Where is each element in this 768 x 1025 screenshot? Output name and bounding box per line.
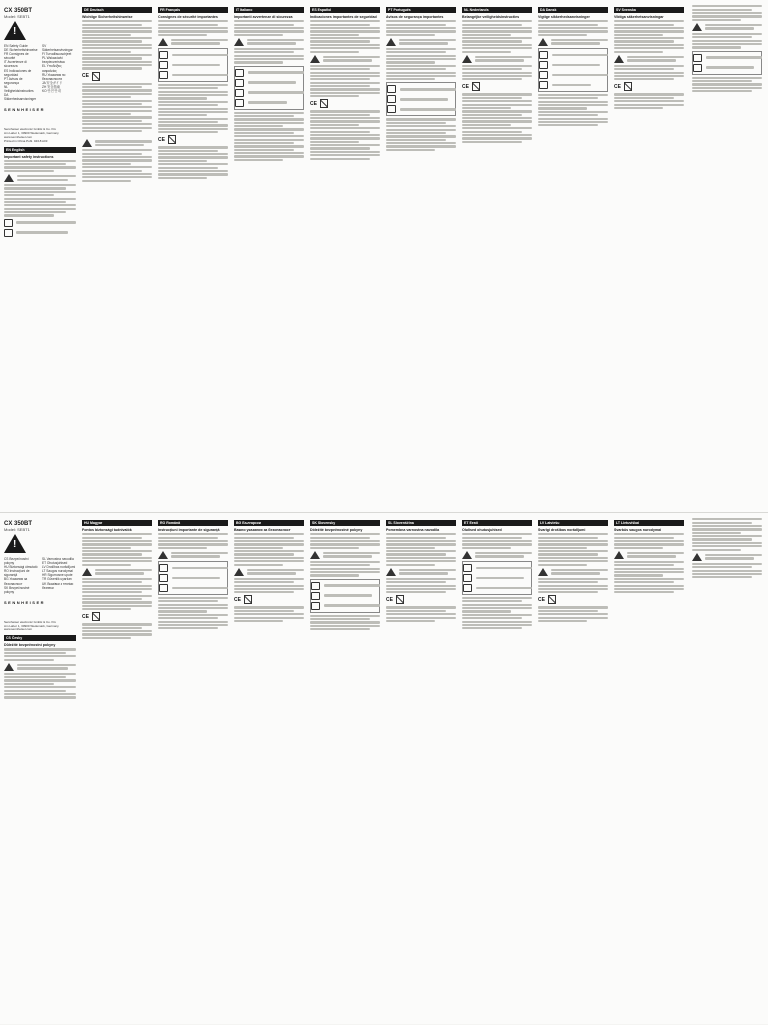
text-column xyxy=(80,513,154,1021)
section-heading: Важни указания за безопасност xyxy=(234,528,291,532)
address-line: Sennheiser electronic GmbH & Co. KG xyxy=(4,127,56,132)
earphone-icon xyxy=(235,99,244,107)
address-line: www.sennheiser.com xyxy=(4,134,33,139)
weee-bin-icon xyxy=(92,72,100,81)
language-item: DE Sicherheitshinweise xyxy=(4,48,38,53)
bluetooth-icon xyxy=(693,64,702,72)
ce-mark-icon: CE xyxy=(614,83,621,90)
text-column xyxy=(308,0,382,508)
text-column xyxy=(232,0,306,508)
weee-bin-icon xyxy=(320,99,328,108)
text-column xyxy=(308,513,382,1021)
caution-icon xyxy=(614,55,624,63)
caution-icon xyxy=(310,55,320,63)
language-item: JA 安全ガイド xyxy=(42,80,63,85)
text-column xyxy=(612,513,686,1021)
text-column xyxy=(460,513,534,1021)
charging-icon xyxy=(235,69,244,77)
battery-icon xyxy=(235,89,244,97)
address-line: Printed in China Publ. 04/18 A03 xyxy=(4,138,48,143)
cover-panel xyxy=(2,0,78,508)
language-item: PT Avisos de segurança xyxy=(4,76,23,85)
language-item: RO Instrucţiuni de siguranţă xyxy=(4,569,30,578)
language-item: TR Güvenlik uyarıları xyxy=(42,577,72,582)
language-item: EL Υποδείξεις ασφαλείας xyxy=(42,64,62,73)
ce-mark-icon: CE xyxy=(158,136,165,143)
weee-bin-icon xyxy=(624,82,632,91)
ce-mark-icon: CE xyxy=(386,596,393,603)
section-bar: BG Български xyxy=(234,520,304,526)
section-bar: HU Magyar xyxy=(82,520,152,526)
text-column xyxy=(460,0,534,508)
address-line: Sennheiser electronic GmbH & Co. KG xyxy=(4,619,56,624)
company-address xyxy=(4,128,76,143)
language-item: DA Sikkerhedsanvisninger xyxy=(4,93,37,102)
caution-icon xyxy=(82,568,92,576)
battery-icon xyxy=(311,602,320,610)
ce-mark-icon: CE xyxy=(82,613,89,620)
caution-icon xyxy=(82,139,92,147)
ce-mark-icon: CE xyxy=(310,100,317,107)
language-list xyxy=(4,557,76,594)
charging-icon xyxy=(311,582,320,590)
caution-icon xyxy=(538,38,548,46)
section-heading: Dôležité bezpečnostné pokyny xyxy=(310,528,363,532)
model-number: Model: SEBT1 xyxy=(4,527,30,532)
caution-icon xyxy=(386,38,396,46)
caution-icon xyxy=(614,551,624,559)
caution-icon xyxy=(692,553,702,561)
section-heading: Belangrijke veiligheidsinstructies xyxy=(462,15,520,19)
language-item: NL Veiligheidsinstructies xyxy=(4,84,34,94)
caution-icon xyxy=(4,174,14,182)
device-icon xyxy=(4,229,13,237)
text-column xyxy=(612,0,686,508)
text-column xyxy=(384,513,458,1021)
section-bar: LV Latviešu xyxy=(538,520,608,526)
address-line: Am Labor 1, 30900 Wedemark, Germany xyxy=(4,623,59,628)
text-column xyxy=(384,0,458,508)
caution-icon xyxy=(538,568,548,576)
bottom-half xyxy=(0,512,768,1025)
section-heading: Consignes de sécurité importantes xyxy=(158,15,218,19)
section-heading: Viktiga säkerhetsanvisningar xyxy=(614,15,664,19)
text-column xyxy=(156,0,230,508)
device-icon xyxy=(4,219,13,227)
text-column xyxy=(80,0,154,508)
section-bar: SV Svenska xyxy=(614,7,684,13)
battery-icon xyxy=(463,584,472,592)
symbol-table xyxy=(462,561,532,595)
symbol-table xyxy=(310,579,380,613)
section-bar: IT Italiano xyxy=(234,7,304,13)
section-bar: NL Nederlands xyxy=(462,7,532,13)
charging-icon xyxy=(387,85,396,93)
section-bar: DA Dansk xyxy=(538,7,608,13)
weee-bin-icon xyxy=(244,595,252,604)
section-heading: Importanti avvertenze di sicurezza xyxy=(234,15,293,19)
language-item: LV Drošības norādījumi xyxy=(42,565,76,570)
section-bar: ET Eesti xyxy=(462,520,532,526)
caution-icon xyxy=(462,551,472,559)
bluetooth-icon xyxy=(159,61,168,69)
warning-icon xyxy=(4,21,26,40)
cover-panel xyxy=(2,513,78,1021)
section-bar: RO Română xyxy=(158,520,228,526)
section-bar: PT Português xyxy=(386,7,456,13)
section-bar: ES Español xyxy=(310,7,380,13)
language-item: BG Указания за безопасност xyxy=(4,577,28,586)
section-heading: Svarbūs saugos nurodymai xyxy=(614,528,662,532)
product-title: CX 350BT xyxy=(4,521,33,527)
charging-icon xyxy=(693,54,702,62)
section-bar: EN English xyxy=(4,147,76,153)
section-bar: SL Slovenščina xyxy=(386,520,456,526)
caution-icon xyxy=(4,663,14,671)
section-heading: Instrucţiuni importante de siguranţă xyxy=(158,528,220,532)
section-heading: Wichtige Sicherheitshinweise xyxy=(82,15,133,19)
bluetooth-icon xyxy=(463,574,472,582)
language-item: FI Turvallisuusohjeet xyxy=(42,52,72,57)
text-column xyxy=(690,513,764,1021)
language-item: HU Biztonsági útmutató xyxy=(4,565,38,570)
language-item: PL Wskazówki bezpieczeństwa xyxy=(42,56,65,65)
weee-bin-icon xyxy=(548,595,556,604)
symbol-table xyxy=(234,66,304,110)
section-bar: DE Deutsch xyxy=(82,7,152,13)
charging-icon xyxy=(159,51,168,59)
section-heading: Fontos biztonsági tudnivalók xyxy=(82,528,132,532)
earphone-icon xyxy=(539,81,548,89)
section-heading: Olulised ohutusjuhised xyxy=(462,528,502,532)
symbol-table xyxy=(538,48,608,92)
battery-icon xyxy=(539,71,548,79)
language-item: LT Saugos nurodymai xyxy=(42,569,73,574)
language-item: CS Bezpečnostní pokyny xyxy=(4,557,29,566)
top-half xyxy=(0,0,768,512)
text-column xyxy=(536,513,610,1021)
text-column xyxy=(156,513,230,1021)
section-bar: SK Slovensky xyxy=(310,520,380,526)
language-item: SV Säkerhetsanvisningar xyxy=(42,44,73,53)
usb-icon xyxy=(235,79,244,87)
caution-icon xyxy=(158,38,168,46)
company-address xyxy=(4,621,76,632)
language-item: HR Sigurnosne upute xyxy=(42,573,73,578)
address-line: www.sennheiser.com xyxy=(4,627,33,632)
usb-icon xyxy=(311,592,320,600)
product-title: CX 350BT xyxy=(4,8,33,14)
battery-icon xyxy=(159,584,168,592)
battery-icon xyxy=(159,71,168,79)
usb-icon xyxy=(539,61,548,69)
charging-icon xyxy=(159,564,168,572)
caution-icon xyxy=(234,38,244,46)
symbol-table xyxy=(692,51,762,75)
language-item: UK Вказівки з техніки безпеки xyxy=(42,581,74,590)
language-item: EN Safety Guide xyxy=(4,44,28,48)
bluetooth-icon xyxy=(387,95,396,103)
brand-logo: SENNHEISER xyxy=(4,599,46,605)
language-item: SL Varnostna navodila xyxy=(42,557,74,561)
ce-mark-icon: CE xyxy=(234,596,241,603)
symbol-table xyxy=(386,82,456,116)
weee-bin-icon xyxy=(396,595,404,604)
text-column xyxy=(232,513,306,1021)
language-item: SK Bezpečnostné pokyny xyxy=(4,585,30,594)
language-item: ZH 安全指南 xyxy=(42,84,60,89)
section-heading: Svarīgi drošības norādījumi xyxy=(538,528,586,532)
section-heading: Pomembna varnostna navodila xyxy=(386,528,440,532)
symbol-table xyxy=(158,561,228,595)
language-item: FR Consignes de sécurité xyxy=(4,52,29,61)
ce-mark-icon: CE xyxy=(82,73,89,80)
weee-bin-icon xyxy=(92,612,100,621)
bluetooth-icon xyxy=(159,574,168,582)
language-item: KO 안전 안내 xyxy=(42,89,61,94)
text-column xyxy=(690,0,764,508)
caution-icon xyxy=(234,568,244,576)
caution-icon xyxy=(386,568,396,576)
section-bar: FR Français xyxy=(158,7,228,13)
language-item: ES Indicaciones de seguridad xyxy=(4,68,32,77)
caution-icon xyxy=(462,55,472,63)
caution-icon xyxy=(692,23,702,31)
caution-icon xyxy=(310,551,320,559)
model-number: Model: SEBT1 xyxy=(4,14,30,19)
section-heading: Important safety instructions xyxy=(4,154,54,159)
section-bar: LT Lietuviškai xyxy=(614,520,684,526)
section-heading: Důležité bezpečnostní pokyny xyxy=(4,643,56,648)
language-list xyxy=(4,44,76,101)
brand-logo: SENNHEISER xyxy=(4,107,46,113)
charging-icon xyxy=(463,564,472,572)
symbol-table xyxy=(158,48,228,82)
ce-mark-icon: CE xyxy=(462,83,469,90)
language-item: RU Указания по безопасности xyxy=(42,72,66,81)
warning-icon xyxy=(4,534,26,553)
weee-bin-icon xyxy=(472,82,480,91)
section-heading: Vigtige sikkerhedsanvisninger xyxy=(538,15,590,19)
address-line: Am Labor 1, 30900 Wedemark, Germany xyxy=(4,131,59,136)
caution-icon xyxy=(158,551,168,559)
section-bar: CS Česky xyxy=(4,635,76,641)
text-column xyxy=(536,0,610,508)
section-heading: Indicaciones importantes de seguridad xyxy=(310,15,377,19)
weee-bin-icon xyxy=(168,135,176,144)
language-item: ET Ohutusjuhised xyxy=(42,561,68,566)
battery-icon xyxy=(387,105,396,113)
section-heading: Avisos de segurança importantes xyxy=(386,15,444,19)
ce-mark-icon: CE xyxy=(538,596,545,603)
charging-icon xyxy=(539,51,548,59)
language-item: IT Avvertenze di sicurezza xyxy=(4,60,27,69)
